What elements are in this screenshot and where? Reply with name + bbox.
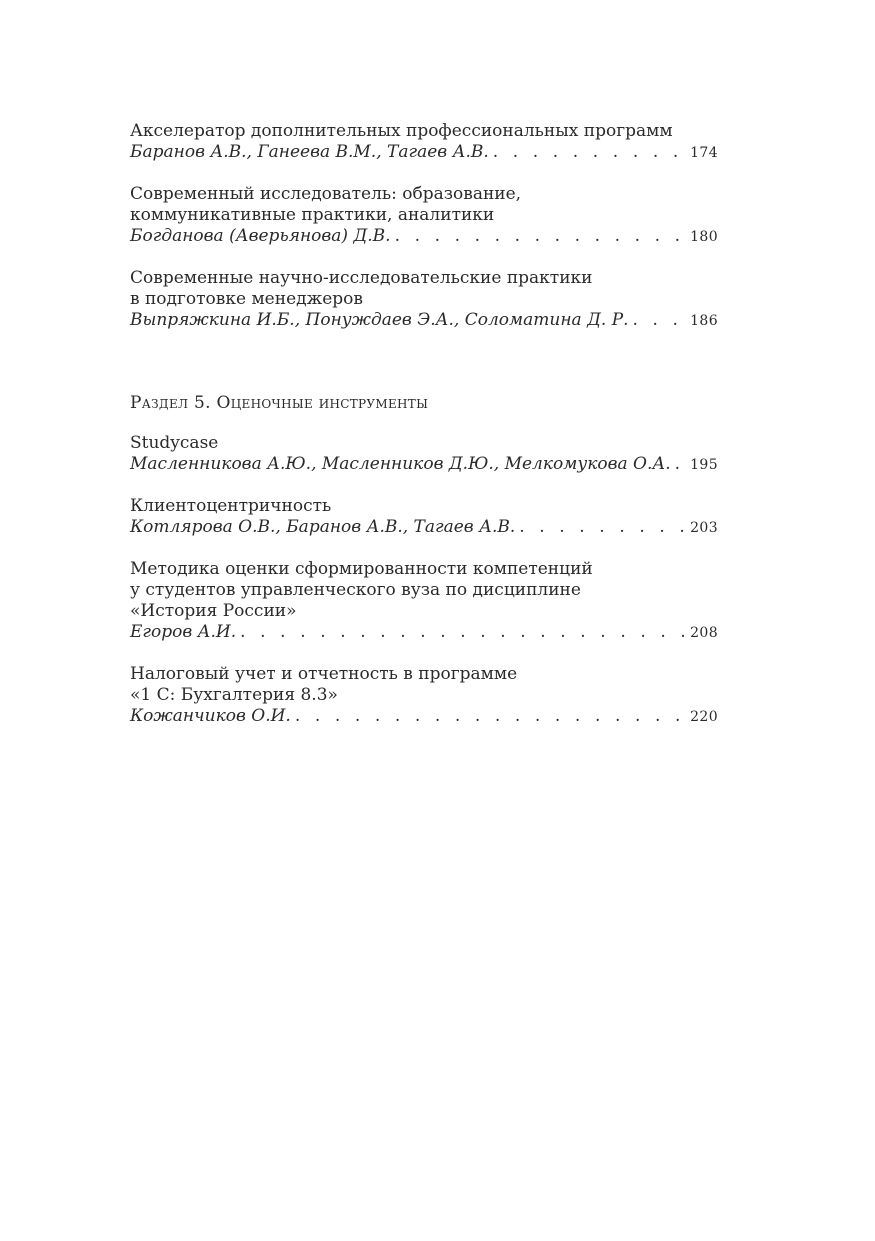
entry-page-number: 220 bbox=[690, 709, 718, 725]
entry-title: Акселератор дополнительных профессиональных программ bbox=[130, 121, 673, 141]
entry-page-number: 180 bbox=[690, 229, 718, 245]
entry-author-line bbox=[130, 454, 718, 476]
entry-title: Studycase bbox=[130, 433, 219, 453]
entry-page-number: 208 bbox=[690, 625, 718, 641]
entry-author-line bbox=[130, 622, 718, 644]
toc-entry bbox=[130, 496, 718, 539]
dot-leader bbox=[493, 142, 684, 163]
entry-authors: Котлярова О.В., Баранов А.В., Тагаев А.В. bbox=[130, 517, 516, 537]
toc-entry bbox=[130, 664, 718, 728]
dot-leader bbox=[633, 310, 685, 331]
entry-title: в подготовке менеджеров bbox=[130, 289, 363, 309]
entry-page-number: 195 bbox=[690, 457, 718, 473]
entry-authors: Выпряжкина И.Б., Понуждаев Э.А., Соломатина Д. Р. bbox=[130, 310, 629, 330]
entry-title: Современный исследователь: образование, bbox=[130, 184, 522, 204]
toc-entry bbox=[130, 184, 718, 248]
entry-title: «1 С: Бухгалтерия 8.3» bbox=[130, 685, 338, 705]
section-heading: Раздел 5. Оценочные инструменты bbox=[130, 393, 429, 413]
entry-author-line bbox=[130, 517, 718, 539]
entry-page-number: 203 bbox=[690, 520, 718, 536]
toc-entry bbox=[130, 268, 718, 332]
toc-entry bbox=[130, 559, 718, 644]
entry-authors: Масленникова А.Ю., Масленников Д.Ю., Мелкомукова О.А. bbox=[130, 454, 671, 474]
entry-author-line bbox=[130, 310, 718, 332]
entry-author-line bbox=[130, 142, 718, 164]
entry-title: Методика оценки сформированности компетенций bbox=[130, 559, 593, 579]
entry-title: Современные научно-исследовательские практики bbox=[130, 268, 593, 288]
entry-authors: Баранов А.В., Ганеева В.М., Тагаев А.В. bbox=[130, 142, 489, 162]
table-of-contents bbox=[130, 121, 718, 728]
entry-title: коммуникативные практики, аналитики bbox=[130, 205, 495, 225]
toc-entry bbox=[130, 121, 718, 164]
entry-title: Налоговый учет и отчетность в программе bbox=[130, 664, 518, 684]
entry-author-line bbox=[130, 226, 718, 248]
entry-title: «История России» bbox=[130, 601, 297, 621]
entry-authors: Богданова (Аверьянова) Д.В. bbox=[130, 226, 391, 246]
entry-title: Клиентоцентричность bbox=[130, 496, 332, 516]
dot-leader bbox=[295, 706, 684, 727]
dot-leader bbox=[240, 622, 684, 643]
dot-leader bbox=[519, 517, 684, 538]
entry-authors: Егоров А.И. bbox=[130, 622, 237, 642]
entry-author-line bbox=[130, 706, 718, 728]
entry-authors: Кожанчиков О.И. bbox=[130, 706, 291, 726]
entry-title: у студентов управленческого вуза по дисциплине bbox=[130, 580, 581, 600]
dot-leader bbox=[395, 226, 685, 247]
entry-page-number: 186 bbox=[690, 313, 718, 329]
dot-leader bbox=[675, 454, 684, 475]
entry-page-number: 174 bbox=[690, 145, 718, 161]
toc-entry bbox=[130, 433, 718, 476]
